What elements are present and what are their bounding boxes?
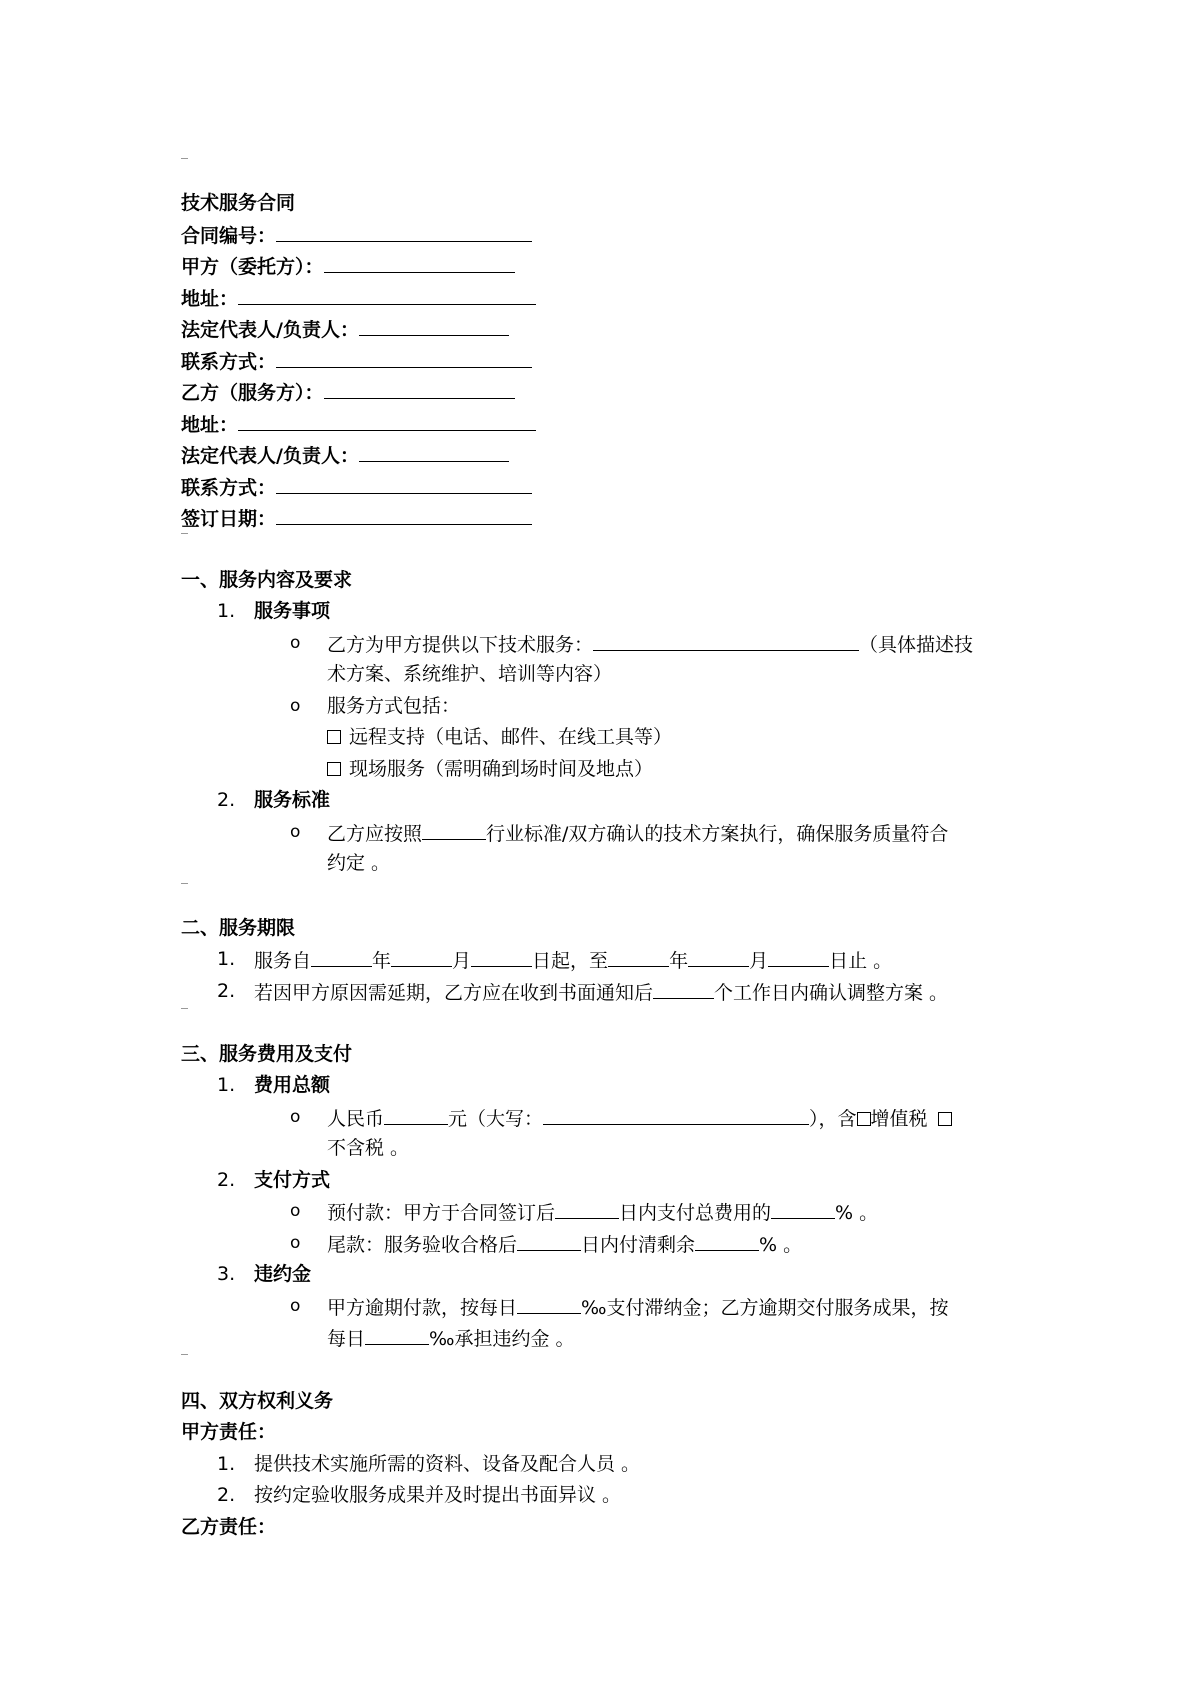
option-label: 现场服务（需明确到场时间及地点） bbox=[349, 758, 654, 780]
item-text: 日内付清剩余 bbox=[581, 1234, 696, 1256]
blank-line[interactable] bbox=[384, 1102, 448, 1125]
list-number: 1. bbox=[217, 1453, 236, 1475]
field-address-a bbox=[181, 282, 536, 315]
blank-line[interactable] bbox=[324, 376, 515, 399]
bullet-marker: o bbox=[290, 1296, 301, 1316]
blank-line[interactable] bbox=[324, 250, 515, 273]
field-label: 联系方式： bbox=[181, 351, 277, 373]
field-sign-date bbox=[181, 502, 532, 535]
field-label: 法定代表人/负责人： bbox=[181, 445, 359, 467]
blank-line[interactable] bbox=[365, 1322, 429, 1345]
item-text: 年 bbox=[669, 950, 689, 972]
list-item bbox=[327, 1291, 949, 1324]
list-number: 2. bbox=[217, 789, 236, 811]
item-text: 月 bbox=[452, 950, 472, 972]
field-label: 法定代表人/负责人： bbox=[181, 319, 359, 341]
bullet-marker: o bbox=[290, 822, 301, 842]
blank-line[interactable] bbox=[359, 439, 509, 462]
field-party-b bbox=[181, 376, 515, 409]
blank-line[interactable] bbox=[422, 817, 486, 840]
bullet-marker: o bbox=[290, 1107, 301, 1127]
item-text: ‰支付滞纳金；乙方逾期交付服务成果，按 bbox=[581, 1297, 949, 1319]
blank-line[interactable] bbox=[517, 1228, 581, 1251]
list-number: 1. bbox=[217, 948, 236, 970]
item-text: （具体描述技 bbox=[859, 634, 974, 656]
item-total-fee: 费用总额 bbox=[254, 1074, 331, 1096]
option-label: 远程支持（电话、邮件、在线工具等） bbox=[349, 726, 673, 748]
blank-line[interactable] bbox=[238, 282, 536, 305]
item-text: 尾款：服务验收合格后 bbox=[327, 1234, 518, 1256]
list-item bbox=[254, 976, 948, 1009]
blank-line[interactable] bbox=[517, 1291, 581, 1314]
option-remote-support[interactable] bbox=[327, 722, 672, 753]
field-label: 乙方（服务方）： bbox=[181, 382, 324, 404]
item-text: % 。 bbox=[759, 1234, 803, 1256]
blank-line[interactable] bbox=[543, 1102, 809, 1125]
blank-line[interactable] bbox=[688, 944, 749, 967]
list-item: 提供技术实施所需的资料、设备及配合人员 。 bbox=[254, 1453, 641, 1475]
field-contract-number bbox=[181, 219, 532, 252]
field-label: 合同编号： bbox=[181, 225, 277, 247]
blank-line[interactable] bbox=[276, 219, 532, 242]
blank-line[interactable] bbox=[311, 944, 372, 967]
bullet-marker: o bbox=[290, 633, 301, 653]
item-text: 乙方应按照 bbox=[327, 823, 423, 845]
item-service-standard: 服务标准 bbox=[254, 789, 331, 811]
field-label: 地址： bbox=[181, 414, 239, 436]
list-item: 服务方式包括： bbox=[327, 695, 461, 717]
field-label: 甲方（委托方）： bbox=[181, 256, 324, 278]
blank-line[interactable] bbox=[471, 944, 532, 967]
list-number: 2. bbox=[217, 1484, 236, 1506]
field-contact-b bbox=[181, 471, 532, 504]
blank-line[interactable] bbox=[276, 345, 532, 368]
item-payment-method: 支付方式 bbox=[254, 1169, 331, 1191]
field-contact-a bbox=[181, 345, 532, 378]
field-party-a bbox=[181, 250, 515, 283]
section-marker bbox=[181, 883, 188, 884]
item-text: 元（大写： bbox=[448, 1108, 544, 1130]
bullet-marker: o bbox=[290, 1233, 301, 1253]
item-text: 若因甲方原因需延期，乙方应在收到书面通知后 bbox=[254, 982, 654, 1004]
blank-line[interactable] bbox=[768, 944, 829, 967]
item-text-continued: 术方案、系统维护、培训等内容） bbox=[327, 663, 613, 685]
blank-line[interactable] bbox=[276, 502, 532, 525]
section-heading-2: 二、服务期限 bbox=[181, 917, 296, 939]
field-label: 地址： bbox=[181, 288, 239, 310]
section-marker bbox=[181, 1354, 188, 1355]
list-item bbox=[327, 1102, 952, 1135]
item-text: % 。 bbox=[835, 1202, 879, 1224]
party-b-duties-label: 乙方责任： bbox=[181, 1516, 277, 1538]
option-onsite-service[interactable] bbox=[327, 754, 653, 785]
blank-line[interactable] bbox=[653, 976, 714, 999]
item-text: 月 bbox=[749, 950, 769, 972]
item-text: 个工作日内确认调整方案 。 bbox=[714, 982, 949, 1004]
bullet-marker: o bbox=[290, 1201, 301, 1221]
section-marker bbox=[181, 158, 188, 159]
item-text-continued bbox=[327, 1322, 575, 1355]
list-item: 按约定验收服务成果并及时提出书面异议 。 bbox=[254, 1484, 622, 1506]
contract-title: 技术服务合同 bbox=[181, 192, 296, 214]
list-number: 1. bbox=[217, 600, 236, 622]
list-item bbox=[327, 628, 973, 661]
blank-line[interactable] bbox=[771, 1196, 835, 1219]
field-label: 联系方式： bbox=[181, 477, 277, 499]
item-liquidated-damages: 违约金 bbox=[254, 1263, 312, 1285]
checkbox-icon[interactable] bbox=[938, 1112, 952, 1126]
item-text: 甲方逾期付款，按每日 bbox=[327, 1297, 518, 1319]
blank-line[interactable] bbox=[391, 944, 452, 967]
item-text: 日起，至 bbox=[532, 950, 609, 972]
list-number: 2. bbox=[217, 1169, 236, 1191]
blank-line[interactable] bbox=[608, 944, 669, 967]
checkbox-icon[interactable] bbox=[327, 762, 341, 776]
field-legal-rep-b bbox=[181, 439, 509, 472]
item-text: 行业标准/双方确认的技术方案执行，确保服务质量符合 bbox=[486, 823, 949, 845]
item-text: 日内支付总费用的 bbox=[619, 1202, 772, 1224]
section-heading-3: 三、服务费用及支付 bbox=[181, 1043, 353, 1065]
item-text: 日止 。 bbox=[829, 950, 893, 972]
item-service-matters: 服务事项 bbox=[254, 600, 331, 622]
section-heading-1: 一、服务内容及要求 bbox=[181, 569, 353, 591]
field-legal-rep-a bbox=[181, 313, 509, 346]
blank-line[interactable] bbox=[593, 628, 859, 651]
item-text: 服务自 bbox=[254, 950, 312, 972]
list-number: 3. bbox=[217, 1263, 236, 1285]
field-address-b bbox=[181, 408, 536, 441]
list-item bbox=[327, 1228, 802, 1261]
blank-line[interactable] bbox=[555, 1196, 619, 1219]
checkbox-icon[interactable] bbox=[327, 730, 341, 744]
item-text-continued: 约定 。 bbox=[327, 852, 391, 874]
list-item bbox=[254, 944, 892, 977]
section-heading-4: 四、双方权利义务 bbox=[181, 1390, 334, 1412]
field-label: 签订日期： bbox=[181, 508, 277, 530]
list-item bbox=[327, 1196, 878, 1229]
item-text-continued: 不含税 。 bbox=[327, 1137, 410, 1159]
item-text: 人民币 bbox=[327, 1108, 385, 1130]
item-text: 预付款：甲方于合同签订后 bbox=[327, 1202, 556, 1224]
item-text: 增值税 bbox=[870, 1108, 928, 1130]
item-text: 每日 bbox=[327, 1328, 366, 1350]
item-text: ），含 bbox=[809, 1108, 857, 1130]
blank-line[interactable] bbox=[238, 408, 536, 431]
item-text: 乙方为甲方提供以下技术服务： bbox=[327, 634, 594, 656]
checkbox-icon[interactable] bbox=[857, 1112, 871, 1126]
blank-line[interactable] bbox=[695, 1228, 759, 1251]
blank-line[interactable] bbox=[276, 471, 532, 494]
item-text: ‰承担违约金 。 bbox=[429, 1328, 575, 1350]
blank-line[interactable] bbox=[359, 313, 509, 336]
item-text: 年 bbox=[372, 950, 392, 972]
bullet-marker: o bbox=[290, 696, 301, 716]
list-item bbox=[327, 817, 948, 850]
section-marker bbox=[181, 1008, 188, 1009]
list-number: 1. bbox=[217, 1074, 236, 1096]
party-a-duties-label: 甲方责任： bbox=[181, 1421, 277, 1443]
list-number: 2. bbox=[217, 980, 236, 1002]
